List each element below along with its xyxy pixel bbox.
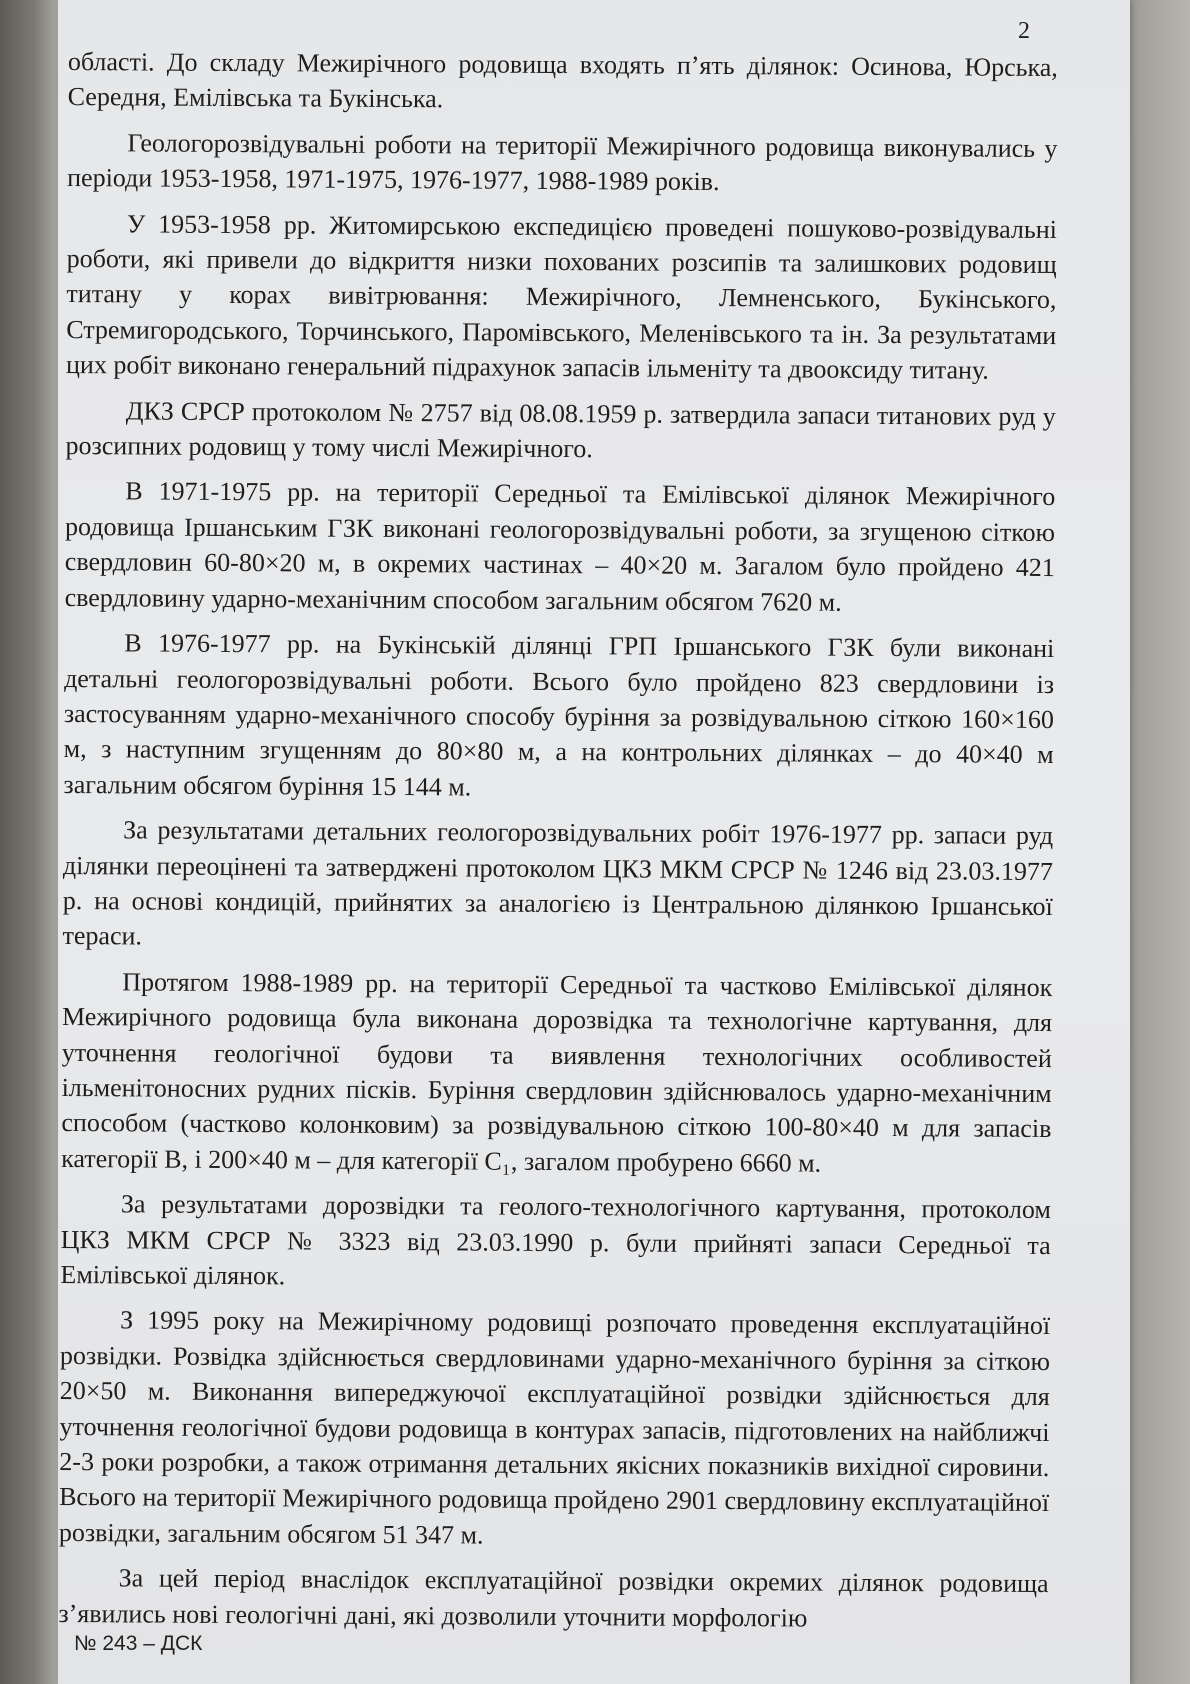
paragraph-9: За результатами дорозвідки та геолого-технологічного картування, протоколом ЦКЗ МКМ СРСР № 3323 від 23.03.1990 р. були прийняті запаси Середньої та Емілівської ділянок. (60, 1189, 1051, 1291)
book-binding-shadow (0, 0, 64, 1684)
paragraph-7: За результатами детальних геологорозвідувальних робіт 1976-1977 рр. запаси руд ділянки переоцінені та затверджені протоколом ЦКЗ МКМ СРСР № 1246 від 23.03.1977 р. на основі кондицій, прийнятих за аналогією із Центральною ділянкою Іршанської тераси. (62, 815, 1054, 951)
paragraph-2: Геологорозвідувальні роботи на території Межирічного родовища виконувались у періоди 1953-1958, 1971-1975, 1976-1977, 1988-1989 років. (67, 128, 1058, 197)
paragraph-11: За цей період внаслідок експлуатаційної розвідки окремих ділянок родовища з’явились нові геологічні дані, які дозволили уточнити морфологію (58, 1563, 1049, 1633)
paragraph-6: В 1976-1977 рр. на Букінській ділянці ГРП Іршанського ГЗК були виконані детальні геологорозвідувальні роботи. Всього було пройдено 823 свердловини із застосуванням ударно-механічного способу буріння за розвідувальною сіткою 160×160 м, з наступним згущенням до 80×80 м, а на контрольних ділянках – до 40×40 м загальним обсягом буріння 15 144 м. (63, 628, 1055, 802)
body-text (58, 44, 1058, 1647)
document-footer-code: № 243 – ДСК (74, 1632, 203, 1655)
document-page (58, 0, 1130, 1684)
page-edge-background (1130, 0, 1190, 1684)
paragraph-10: З 1995 року на Межирічному родовищі розпочато проведення експлуатаційної розвідки. Розвідка здійснюється свердловинами ударно-механічного буріння за сіткою 20×50 м. Виконання випереджуючої експлуатаційної розвідки здійснюється для уточнення геологічної будови родовища в контурах запасів, підготовлених на найближчі 2-3 роки розробки, а також отримання детальних якісних показників вихідної сировини. Всього на території Межирічного родовища пройдено 2901 свердловину експлуатаційної розвідки, загальним обсягом 51 347 м. (58, 1305, 1051, 1550)
page-number: 2 (1018, 18, 1030, 44)
paragraph-3: У 1953-1958 рр. Житомирською експедицією проведені пошуково-розвідувальні роботи, які привели до відкриття низки похованих розсипів та залишкових родовищ титану у корах вивітрювання: Межирічного, Лемненського, Букінського, Стремигородського, Торчинського, Паромівського, Меленівського та ін. За результатами цих робіт виконано генеральний підрахунок запасів ільменіту та двооксиду титану. (65, 208, 1057, 385)
paragraph-4: ДКЗ СРСР протоколом № 2757 від 08.08.1959 р. затвердила запаси титанових руд у розсипних родовищ у тому числі Межирічного. (65, 396, 1056, 464)
paragraph-8: Протягом 1988-1989 рр. на території Середньої та частково Емілівської ділянок Межирічного родовища була виконана дорозвідка та технологічне картування, для уточнення геологічної будови та виявлення технологічних особливостей ільменітоносних рудних пісків. Буріння свердловин здійснювалось ударно-механічним способом (частково колонковим) за розвідувальною сіткою 100-80×40 м для запасів категорії В, і 200×40 м – для категорії С₁, загалом пробурено 6660 м. (61, 967, 1053, 1178)
paragraph-1: області. До складу Межирічного родовища входять п’ять ділянок: Осинова, Юрська, Середня, Емілівська та Букінська. (67, 46, 1058, 114)
paragraph-5: В 1971-1975 рр. на території Середньої та Емілівської ділянок Межирічного родовища Іршанським ГЗК виконані геологорозвідувальні роботи, за згущеною сіткою свердловин 60-80×20 м, в окремих частинах – 40×20 м. Загалом було пройдено 421 свердловину ударно-механічним способом загальним обсягом 7620 м. (64, 476, 1056, 617)
